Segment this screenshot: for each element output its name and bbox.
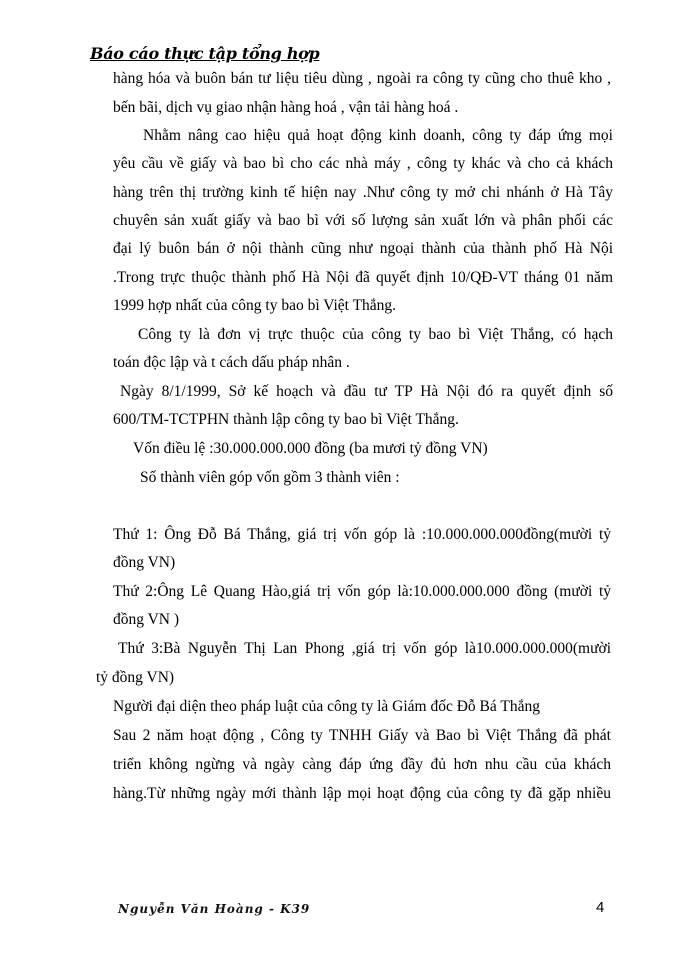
page-header-title: Báo cáo thực tập tổng hợp [90,44,320,63]
body-line-23: Sau 2 năm hoạt động , Công ty TNHH Giấy và Bao bì Việt Thắng đã phát [113,727,611,744]
body-line-8: .Trong trực thuộc thành phố Hà Nội đã quyết định 10/QĐ-VT tháng 01 năm [113,269,613,286]
body-line-24: triển không ngừng và ngày càng đáp ứng đầy đủ hơn nhu cầu của khách [113,756,611,773]
body-line-21: tỷ đồng VN) [96,669,175,686]
body-line-6: chuyên sản xuất giấy và bao bì với số lượng sản xuất lớn và phân phối các [113,212,613,229]
body-line-15: Số thành viên góp vốn gồm 3 thành viên : [140,469,400,486]
footer-author: Nguyễn Văn Hoàng - K39 [118,902,311,916]
body-line-25: hàng.Từ những ngày mới thành lập mọi hoạt động của công ty đã gặp nhiều [113,785,611,802]
body-line-5: hàng trên thị trường kinh tế hiện nay .Như công ty mở chi nhánh ở Hà Tây [113,184,613,201]
body-line-13: 600/TM-TCTPHN thành lập công ty bao bì Việt Thắng. [113,411,459,428]
body-line-10: Công ty là đơn vị trực thuộc của công ty bao bì Việt Thắng, có hạch [138,326,613,343]
body-line-7: đại lý buôn bán ở nội thành cũng như ngoại thành của thành phố Hà Nội [113,240,613,257]
body-line-3: Nhằm nâng cao hiệu quả hoạt động kinh doanh, công ty đáp ứng mọi [143,127,613,144]
body-line-17: đồng VN) [113,554,176,571]
body-line-2: bến bãi, dịch vụ giao nhận hàng hoá , vận tải hàng hoá . [113,99,459,116]
page-number: 4 [596,899,605,916]
body-line-9: 1999 hợp nhất của công ty bao bì Việt Thắng. [113,297,397,314]
body-line-22: Người đại diện theo pháp luật của công ty là Giám đốc Đỗ Bá Thắng [113,698,540,715]
body-line-14: Vốn điều lệ :30.000.000.000 đồng (ba mươi tỷ đồng VN) [133,440,488,457]
body-line-12: Ngày 8/1/1999, Sở kế hoạch và đầu tư TP Hà Nội đó ra quyết định số [120,383,613,400]
body-line-19: đồng VN ) [113,611,180,628]
body-line-20: Thứ 3:Bà Nguyễn Thị Lan Phong ,giá trị vốn góp là10.000.000.000(mười [118,640,611,657]
body-line-11: toán độc lập và t cách dấu pháp nhân . [113,354,350,371]
body-line-1: hàng hóa và buôn bán tư liệu tiêu dùng , ngoài ra công ty cũng cho thuê kho , [113,70,611,87]
body-line-18: Thứ 2:Ông Lê Quang Hào,giá trị vốn góp là:10.000.000.000 đồng (mười tỷ [113,583,611,600]
body-line-16: Thứ 1: Ông Đỗ Bá Thắng, giá trị vốn góp là :10.000.000.000đồng(mười tỷ [113,526,611,543]
body-line-4: yêu cầu về giấy và bao bì cho các nhà máy , công ty khác và cho cả khách [113,155,613,172]
